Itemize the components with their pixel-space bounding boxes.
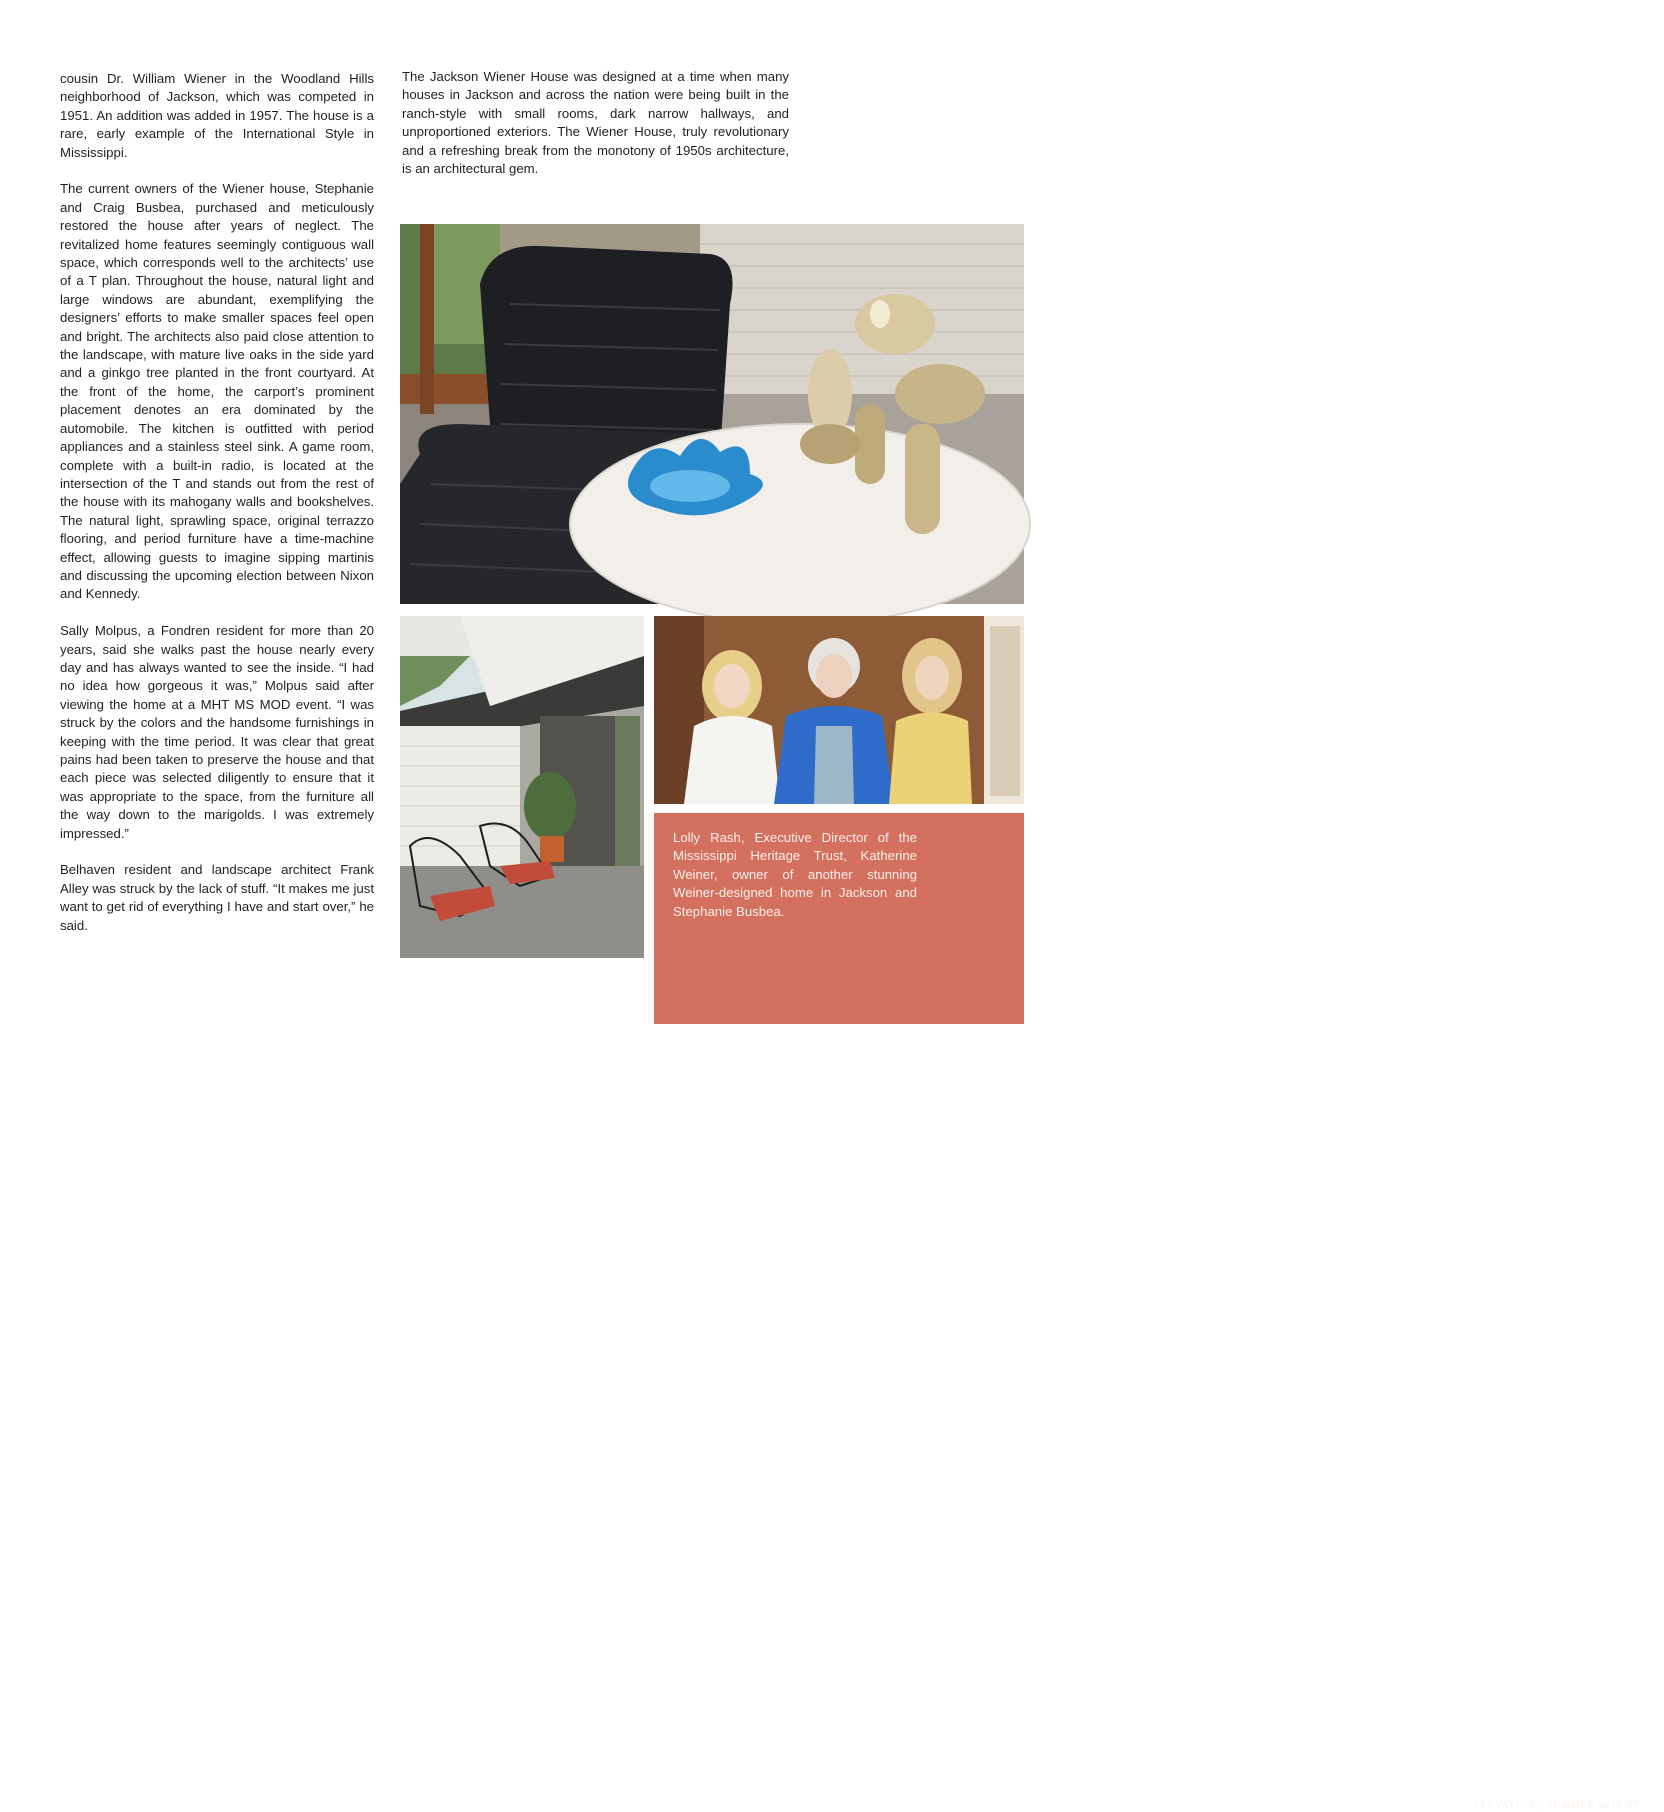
article-left-column <box>60 70 374 953</box>
article-paragraph: The current owners of the Wiener house, Stephanie and Craig Busbea, purchased and meticulously restored the house after years of neglect. The revitalized home features seemingly contiguous wall space, which corresponds well to the architects’ use of a T plan. Throughout the house, natural light and large windows are abundant, exemplifying the designers’ efforts to make smaller spaces feel open and bright. The architects also paid close attention to the landscape, with mature live oaks in the side yard and a ginkgo tree planted in the front courtyard. At the front of the home, the carport’s prominent placement denotes an era dominated by the automobile. The kitchen is outfitted with period appliances and a stainless steel sink. A game room, complete with a built-in radio, is located at the intersection of the T and stands out from the rest of the house with its mahogany walls and bookshelves. The natural light, sprawling space, original terrazzo flooring, and period furniture have a time-machine effect, allowing guests to imagine sipping martinis and discussing the upcoming election between Nixon and Kennedy. <box>60 181 374 602</box>
article-paragraph: cousin Dr. William Wiener in the Woodland Hills neighborhood of Jackson, which was competed in 1951. An addition was added in 1957. The house is a rare, early example of the International Style in Mississippi. <box>60 71 374 160</box>
caption-box <box>654 813 1639 1811</box>
article-paragraph: Sally Molpus, a Fondren resident for more than 20 years, said she walks past the house nearly every day and has always wanted to see the inside. “I had no idea how gorgeous it was,” Molpus said after viewing the home at a MHT MS MOD event. “I was struck by the colors and the handsome furnishings in keeping with the time period. It was clear that great pains had been taken to preserve the house and that each piece was selected diligently to ensure that it was appropriate to the space, from the furniture all the way down to the marigolds. I was extremely impressed.” <box>60 623 374 841</box>
footer-issue: SUMMER 2018 <box>1547 1800 1623 1810</box>
footer-separator: | <box>1540 1800 1544 1810</box>
photo-chair-and-sculpture <box>400 224 1024 604</box>
page-footer <box>1474 1797 1664 1812</box>
photo-three-women <box>654 616 1024 804</box>
photo-caption: Lolly Rash, Executive Director of the Mississippi Heritage Trust, Katherine Weiner, owner of another stunning Weiner-designed home in Jackson and Stephanie Busbea. <box>673 830 917 919</box>
footer-publication: ELEVATION <box>1474 1800 1537 1810</box>
article-right-column <box>402 68 789 197</box>
photo-patio-chairs <box>400 616 644 958</box>
page-number: 37 <box>1626 1797 1639 1811</box>
article-paragraph: The Jackson Wiener House was designed at a time when many houses in Jackson and across the nation were being built in the ranch-style with small rooms, dark narrow hallways, and unproportioned exteriors. The Wiener House, truly revolutionary and a refreshing break from the monotony of 1950s architecture, is an architectural gem. <box>402 69 789 177</box>
article-paragraph: Belhaven resident and landscape architect Frank Alley was struck by the lack of stuff. “It makes me just want to get rid of everything I have and start over,” he said. <box>60 862 374 933</box>
